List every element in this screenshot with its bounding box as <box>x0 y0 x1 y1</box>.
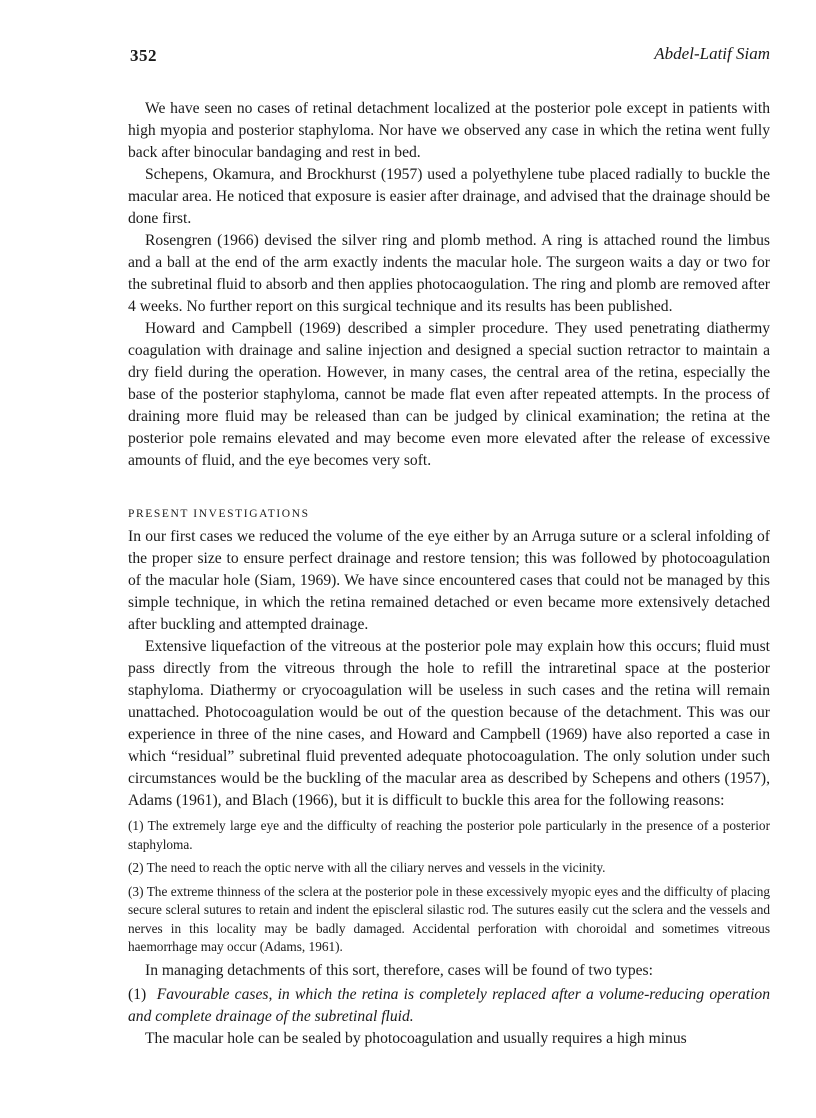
case-type-text: Favourable cases, in which the retina is completely replaced after a volume-reducing operation and complete drainage of the subretinal fluid. <box>128 985 771 1025</box>
case-type-item <box>128 984 770 1028</box>
paragraph: Howard and Campbell (1969) described a simpler procedure. They used penetrating diathermy coagulation with drainage and saline injection and designed a special suction retractor to maintain a dry field during the operation. However, in many cases, the central area of the retina, especially the base of the posterior staphyloma, cannot be made flat even after repeated attempts. In the process of draining more fluid may be released than can be judged by clinical examination; the retina at the posterior pole remains elevated and may become even more elevated after the release of excessive amounts of fluid, and the eye becomes very soft. <box>128 320 770 469</box>
paragraph: The macular hole can be sealed by photocoagulation and usually requires a high minus <box>145 1029 687 1047</box>
paragraph: We have seen no cases of retinal detachment localized at the posterior pole except in patients with high myopia and posterior staphyloma. Nor have we observed any case in which the retina went fully back after binocular bandaging and rest in bed. <box>128 100 770 161</box>
paragraph: Rosengren (1966) devised the silver ring and plomb method. A ring is attached round the limbus and a ball at the end of the arm exactly indents the macular hole. The surgeon waits a day or two for the subretinal fluid to absorb and then applies photocaogulation. The ring and plomb are removed after 4 weeks. No further report on this surgical technique and its results has been published. <box>128 232 770 315</box>
page-number: 352 <box>130 46 157 65</box>
paragraph: Extensive liquefaction of the vitreous at the posterior pole may explain how this occurs; fluid must pass directly from the vitreous through the hole to refill the intraretinal space at the posterior staphyloma. Diathermy or cryocoagulation will be useless in such cases and the retina will remain unattached. Photocoagulation would be out of the question because of the detachment. This was our experience in three of the nine cases, and Howard and Campbell (1969) have also reported a case in which “residual” subretinal fluid prevented adequate photocoagulation. The only solution under such circumstances would be the buckling of the macular area as described by Schepens and others (1957), Adams (1961), and Blach (1966), but it is difficult to buckle this area for the following reasons: <box>128 638 770 809</box>
case-type-number: (1) <box>128 985 147 1003</box>
reason-text: The extreme thinness of the sclera at the posterior pole in these excessively myopic eyes and the difficulty of placing secure scleral sutures to retain and indent the episcleral silastic rod. The sutures easily cut the sclera and the vessels and nerves in this locality may be badly damaged. Accidental perforation with choroidal and sometimes vitreous haemorrhage may occur (Adams, 1961). <box>128 883 771 954</box>
paragraph: In managing detachments of this sort, therefore, cases will be found of two types: <box>145 961 653 979</box>
body-text <box>128 98 770 1050</box>
reason-text: The need to reach the optic nerve with all the ciliary nerves and vessels in the vicinity. <box>146 860 606 875</box>
paragraph: Schepens, Okamura, and Brockhurst (1957) used a polyethylene tube placed radially to buckle the macular area. He noticed that exposure is easier after drainage, and advised that the drainage should be done first. <box>128 166 770 227</box>
running-head: Abdel-Latif Siam <box>654 44 770 63</box>
reason-number: (2) <box>128 860 144 875</box>
reason-item <box>128 817 770 854</box>
reason-number: (3) <box>128 883 144 899</box>
reason-item <box>128 883 770 957</box>
reason-text: The extremely large eye and the difficulty of reaching the posterior pole particularly in the presence of a posterior staphyloma. <box>128 818 771 852</box>
reason-item <box>128 859 770 878</box>
paragraph: In our first cases we reduced the volume of the eye either by an Arruga suture or a scleral infolding of the proper size to ensure perfect drainage and restore tension; this was followed by photocoagulation of the macular hole (Siam, 1969). We have since encountered cases that could not be managed by this simple technique, in which the retina remained detached or even became more extensively detached after buckling and attempted drainage. <box>128 528 770 633</box>
reason-number: (1) <box>128 818 144 833</box>
section-heading: PRESENT INVESTIGATIONS <box>128 508 310 520</box>
